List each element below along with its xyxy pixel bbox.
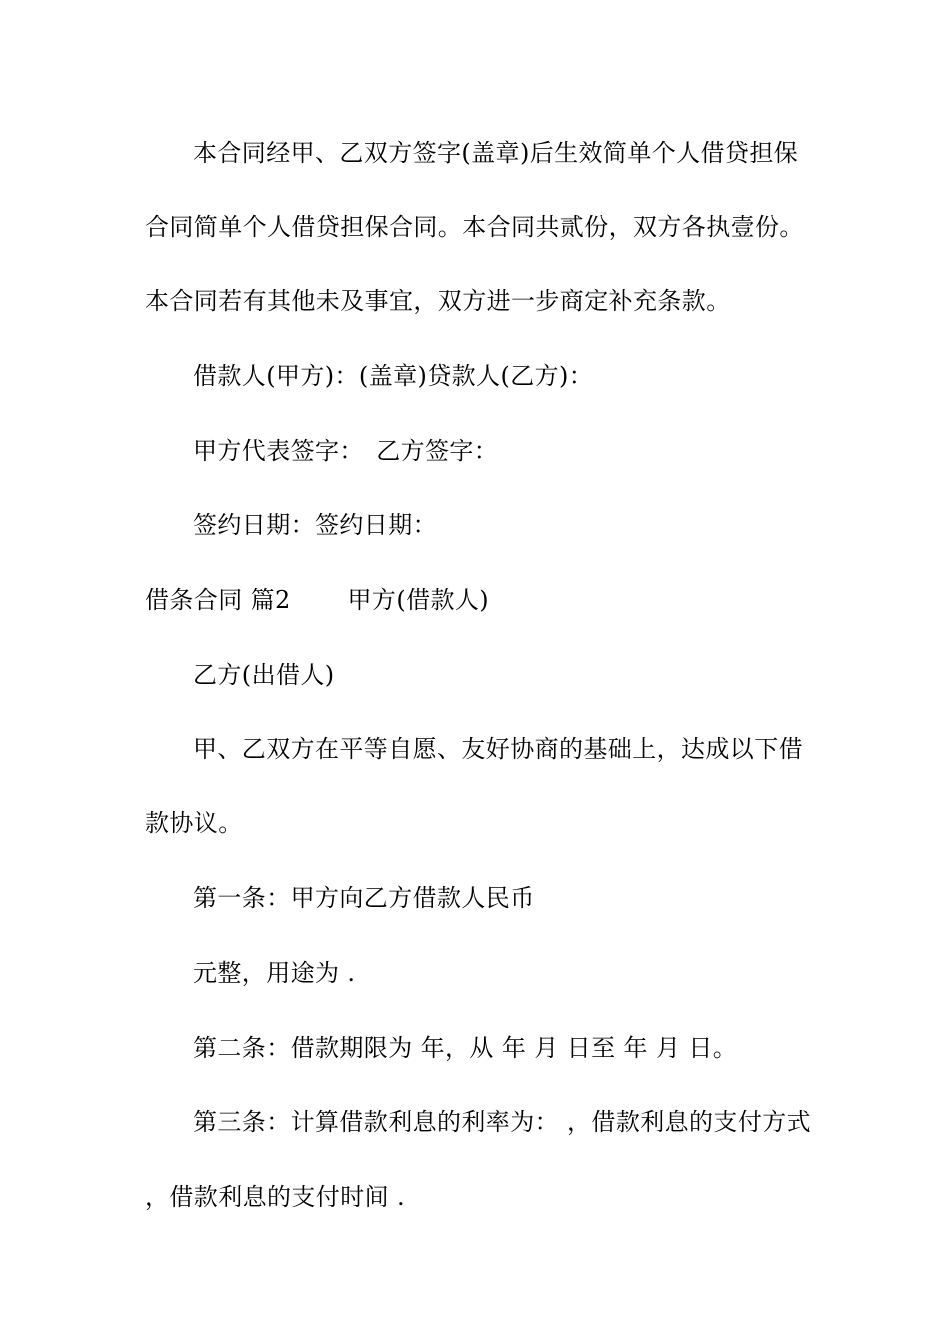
clause-3-continuation: ，借款利息的支付时间 . [145, 1183, 406, 1211]
section-heading: 借条合同 篇2 甲方(借款人) [145, 586, 490, 614]
signature-line-representatives: 甲方代表签字： 乙方签字： [193, 437, 499, 465]
signing-date-line: 签约日期：签约日期： [193, 511, 437, 539]
clause-1: 第一条：甲方向乙方借款人民币 [193, 884, 535, 912]
paragraph-line: 款协议。 [145, 809, 243, 837]
clause-3: 第三条：计算借款利息的利率为： ，借款利息的支付方式 [193, 1108, 812, 1136]
paragraph-line: 本合同若有其他未及事宜，双方进一步商定补充条款。 [145, 287, 731, 315]
paragraph-line: 本合同经甲、乙双方签字(盖章)后生效简单个人借贷担保 [193, 139, 799, 167]
paragraph-line: 合同简单个人借贷担保合同。本合同共贰份，双方各执壹份。 [145, 213, 804, 241]
party-line: 乙方(出借人) [193, 661, 335, 689]
clause-1-continuation: 元整，用途为 . [193, 959, 356, 987]
clause-2: 第二条：借款期限为 年，从 年 月 日至 年 月 日。 [193, 1034, 738, 1062]
signature-line-parties: 借款人(甲方)：(盖章)贷款人(乙方)： [193, 362, 594, 390]
paragraph-line: 甲、乙双方在平等自愿、友好协商的基础上，达成以下借 [193, 735, 803, 763]
